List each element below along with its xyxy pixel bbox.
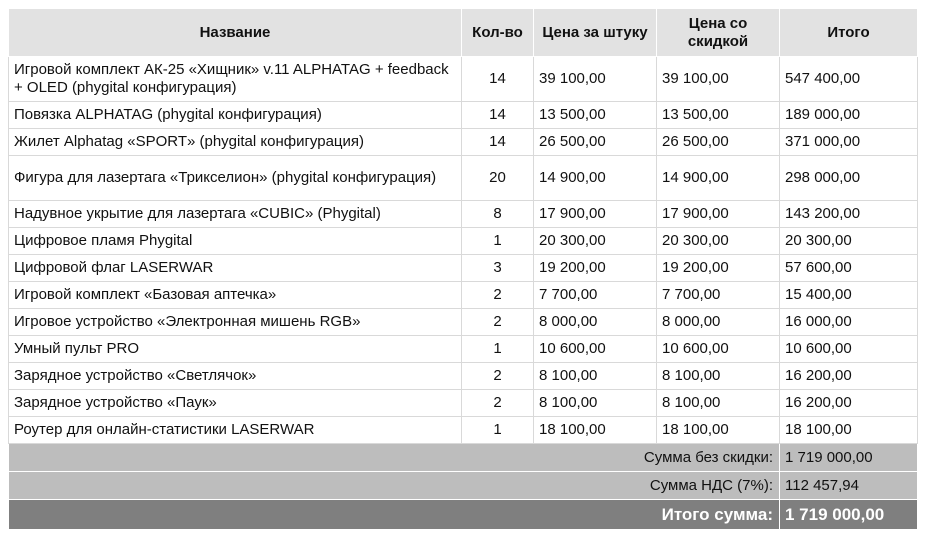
- table-row: [9, 201, 918, 228]
- cell-total: 298 000,00: [780, 156, 918, 201]
- cell-name: Фигура для лазертага «Трикселион» (phygital конфигурация): [9, 156, 462, 201]
- cell-price: 19 200,00: [534, 255, 657, 282]
- cell-qty: 2: [462, 390, 534, 417]
- cell-price: 8 100,00: [534, 390, 657, 417]
- cell-price: 17 900,00: [534, 201, 657, 228]
- cell-name: Роутер для онлайн-статистики LASERWAR: [9, 417, 462, 444]
- cell-price: 14 900,00: [534, 156, 657, 201]
- table-row: [9, 156, 918, 201]
- cell-price: 7 700,00: [534, 282, 657, 309]
- cell-discount-price: 8 100,00: [657, 390, 780, 417]
- cell-total: 189 000,00: [780, 102, 918, 129]
- cell-total: 371 000,00: [780, 129, 918, 156]
- header-total: Итого: [780, 9, 918, 57]
- header-qty: Кол-во: [462, 9, 534, 57]
- cell-qty: 3: [462, 255, 534, 282]
- cell-name: Цифровое пламя Phygital: [9, 228, 462, 255]
- header-row: [9, 9, 918, 57]
- grand-total-row: [9, 500, 918, 530]
- header-name: Название: [9, 9, 462, 57]
- cell-qty: 20: [462, 156, 534, 201]
- cell-discount-price: 8 100,00: [657, 363, 780, 390]
- cell-total: 16 200,00: [780, 363, 918, 390]
- table-row: [9, 102, 918, 129]
- cell-price: 20 300,00: [534, 228, 657, 255]
- cell-discount-price: 18 100,00: [657, 417, 780, 444]
- subtotal-label: Сумма без скидки:: [9, 444, 780, 472]
- grand-total-value: 1 719 000,00: [780, 500, 918, 530]
- cell-discount-price: 20 300,00: [657, 228, 780, 255]
- cell-price: 8 000,00: [534, 309, 657, 336]
- table-row: [9, 309, 918, 336]
- cell-qty: 14: [462, 129, 534, 156]
- cell-qty: 2: [462, 363, 534, 390]
- cell-name: Умный пульт PRO: [9, 336, 462, 363]
- cell-total: 16 000,00: [780, 309, 918, 336]
- subtotal-row: [9, 444, 918, 472]
- cell-name: Игровой комплект АК-25 «Хищник» v.11 ALPHATAG + feedback + OLED (phygital конфигурация): [9, 57, 462, 102]
- cell-name: Жилет Alphatag «SPORT» (phygital конфигурация): [9, 129, 462, 156]
- cell-discount-price: 39 100,00: [657, 57, 780, 102]
- cell-discount-price: 10 600,00: [657, 336, 780, 363]
- cell-name: Зарядное устройство «Паук»: [9, 390, 462, 417]
- cell-qty: 2: [462, 309, 534, 336]
- cell-name: Повязка ALPHATAG (phygital конфигурация): [9, 102, 462, 129]
- cell-total: 15 400,00: [780, 282, 918, 309]
- cell-qty: 2: [462, 282, 534, 309]
- cell-qty: 8: [462, 201, 534, 228]
- cell-qty: 1: [462, 336, 534, 363]
- table-row: [9, 129, 918, 156]
- table-row: [9, 282, 918, 309]
- table-row: [9, 417, 918, 444]
- cell-price: 10 600,00: [534, 336, 657, 363]
- table-row: [9, 57, 918, 102]
- cell-price: 18 100,00: [534, 417, 657, 444]
- cell-qty: 1: [462, 417, 534, 444]
- header-discount-price: Цена со скидкой: [657, 9, 780, 57]
- table-row: [9, 255, 918, 282]
- cell-name: Зарядное устройство «Светлячок»: [9, 363, 462, 390]
- cell-discount-price: 8 000,00: [657, 309, 780, 336]
- cell-total: 57 600,00: [780, 255, 918, 282]
- cell-name: Игровой комплект «Базовая аптечка»: [9, 282, 462, 309]
- cell-total: 18 100,00: [780, 417, 918, 444]
- vat-row: [9, 472, 918, 500]
- table-row: [9, 363, 918, 390]
- cell-total: 143 200,00: [780, 201, 918, 228]
- cell-qty: 14: [462, 102, 534, 129]
- subtotal-value: 1 719 000,00: [780, 444, 918, 472]
- cell-discount-price: 17 900,00: [657, 201, 780, 228]
- vat-value: 112 457,94: [780, 472, 918, 500]
- cell-price: 26 500,00: [534, 129, 657, 156]
- cell-price: 13 500,00: [534, 102, 657, 129]
- cell-total: 16 200,00: [780, 390, 918, 417]
- table-row: [9, 336, 918, 363]
- cell-discount-price: 13 500,00: [657, 102, 780, 129]
- cell-discount-price: 7 700,00: [657, 282, 780, 309]
- cell-price: 8 100,00: [534, 363, 657, 390]
- cell-qty: 14: [462, 57, 534, 102]
- cell-qty: 1: [462, 228, 534, 255]
- cell-name: Игровое устройство «Электронная мишень RGB»: [9, 309, 462, 336]
- cell-discount-price: 26 500,00: [657, 129, 780, 156]
- cell-name: Надувное укрытие для лазертага «CUBIC» (Phygital): [9, 201, 462, 228]
- table-row: [9, 390, 918, 417]
- header-price: Цена за штуку: [534, 9, 657, 57]
- cell-total: 10 600,00: [780, 336, 918, 363]
- cell-total: 547 400,00: [780, 57, 918, 102]
- cell-discount-price: 19 200,00: [657, 255, 780, 282]
- cell-total: 20 300,00: [780, 228, 918, 255]
- vat-label: Сумма НДС (7%):: [9, 472, 780, 500]
- invoice-container: [8, 8, 917, 530]
- cell-name: Цифровой флаг LASERWAR: [9, 255, 462, 282]
- cell-price: 39 100,00: [534, 57, 657, 102]
- invoice-table: [8, 8, 918, 530]
- table-row: [9, 228, 918, 255]
- grand-total-label: Итого сумма:: [9, 500, 780, 530]
- cell-discount-price: 14 900,00: [657, 156, 780, 201]
